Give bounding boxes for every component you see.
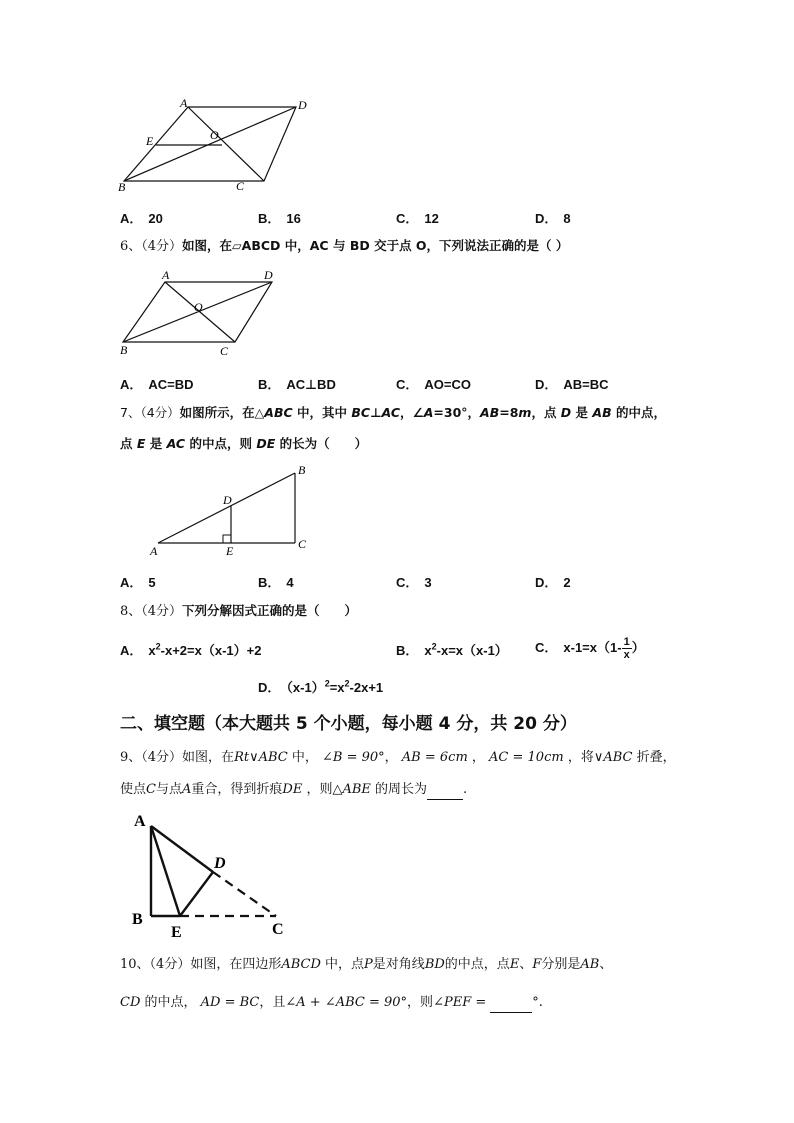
math-expr: ∠PEF = bbox=[433, 995, 487, 1010]
label-o: O bbox=[194, 300, 203, 314]
option-text: 3 bbox=[424, 575, 432, 590]
q8-option-c[interactable] bbox=[535, 630, 645, 666]
question-number: 10、（4分） bbox=[120, 957, 191, 972]
text: 重合，得到折痕 bbox=[191, 782, 283, 797]
q8-option-d[interactable] bbox=[258, 677, 383, 696]
text: 、 bbox=[599, 957, 613, 972]
segment-ad bbox=[151, 826, 213, 872]
label-a: A bbox=[162, 268, 170, 282]
label-a: A bbox=[150, 544, 158, 558]
label-o: O bbox=[210, 128, 219, 142]
label-e: E bbox=[171, 924, 182, 940]
q7-option-c[interactable] bbox=[396, 572, 432, 591]
math-var: F bbox=[532, 957, 542, 972]
q7-option-a[interactable] bbox=[120, 572, 156, 591]
option-text: ） bbox=[631, 640, 645, 655]
dashed-dc bbox=[213, 872, 276, 916]
math-expr: AC = 10cm bbox=[489, 750, 564, 765]
q8-option-a[interactable] bbox=[120, 640, 261, 659]
label-d: D bbox=[223, 493, 232, 507]
math-var: E bbox=[136, 436, 146, 451]
label-d: D bbox=[264, 268, 273, 282]
option-text: =x bbox=[329, 680, 345, 695]
math-expr: AD = BC bbox=[200, 995, 260, 1010]
math-var: ABC bbox=[264, 405, 293, 420]
text: ， bbox=[467, 750, 490, 765]
right-angle-mark bbox=[223, 535, 231, 543]
option-label: A． bbox=[120, 575, 143, 590]
math-expr: ∨ABC bbox=[593, 750, 633, 765]
question-text: 下列分解因式正确的是（ ） bbox=[182, 603, 358, 618]
option-text: 8 bbox=[563, 211, 571, 226]
text: 的中点，则 bbox=[185, 436, 257, 451]
fraction-denominator: x bbox=[623, 649, 630, 662]
text: ，则 bbox=[302, 782, 333, 797]
label-e: E bbox=[146, 134, 154, 148]
text: ⊥ bbox=[370, 405, 382, 420]
text: 如图，在四边形 bbox=[190, 957, 282, 972]
diagonal-ac bbox=[188, 107, 264, 181]
text: 中， bbox=[287, 750, 322, 765]
label-b: B bbox=[120, 343, 128, 357]
text: ， bbox=[384, 750, 402, 765]
option-label: C． bbox=[535, 640, 558, 655]
text: ，且 bbox=[259, 995, 286, 1010]
q7-option-b[interactable] bbox=[258, 572, 294, 591]
superscript: 2 bbox=[344, 678, 350, 689]
option-text: 4 bbox=[286, 575, 294, 590]
text: ，则 bbox=[407, 995, 434, 1010]
option-text: AC⊥BD bbox=[286, 377, 336, 392]
q5-option-b[interactable] bbox=[258, 208, 301, 227]
q5-parallelogram-figure bbox=[110, 95, 320, 195]
text: =8 bbox=[499, 405, 519, 420]
label-c: C bbox=[298, 537, 307, 551]
question-number: 9、（4分） bbox=[120, 750, 183, 765]
math-var: ABCD bbox=[281, 957, 321, 972]
q9-stem-line2 bbox=[120, 779, 467, 800]
math-expr: AB = 6cm bbox=[401, 750, 468, 765]
text: 使点 bbox=[120, 782, 147, 797]
q9-stem-line1 bbox=[120, 748, 676, 768]
option-label: B． bbox=[258, 575, 281, 590]
text: 如图，在 bbox=[182, 750, 235, 765]
text: 点 bbox=[120, 436, 137, 451]
text: =30°， bbox=[433, 405, 481, 420]
option-text: （x-1） bbox=[286, 680, 325, 695]
text: 是对角线 bbox=[372, 957, 425, 972]
superscript: 2 bbox=[155, 641, 161, 652]
label-b: B bbox=[118, 180, 126, 194]
option-text: x bbox=[148, 643, 156, 658]
text: 的周长为 bbox=[370, 782, 428, 797]
option-label: A． bbox=[120, 643, 143, 658]
q7-stem-line1 bbox=[120, 403, 666, 423]
text: 中，其中 bbox=[292, 405, 352, 420]
math-expr: ∠A + ∠ABC = 90° bbox=[285, 995, 408, 1010]
math-var: P bbox=[364, 957, 373, 972]
text: 分别是 bbox=[541, 957, 581, 972]
option-text: AB=BC bbox=[563, 377, 609, 392]
question-text: 如图，在▱ABCD 中，AC 与 BD 交于点 O，下列说法正确的是（ ） bbox=[182, 238, 569, 253]
q8-stem bbox=[120, 601, 357, 622]
q10-stem-line1 bbox=[120, 955, 612, 975]
math-expr: Rt∨ABC bbox=[234, 750, 288, 765]
q5-option-c[interactable] bbox=[396, 208, 439, 227]
fold-de bbox=[180, 872, 213, 916]
math-var: BC bbox=[351, 405, 371, 420]
answer-blank[interactable] bbox=[427, 779, 463, 800]
fraction-numerator: 1 bbox=[623, 636, 630, 649]
option-text: 5 bbox=[148, 575, 156, 590]
q8-option-b[interactable] bbox=[396, 640, 508, 659]
q6-option-b[interactable] bbox=[258, 374, 336, 393]
q7-option-d[interactable] bbox=[535, 572, 571, 591]
option-text: -2x+1 bbox=[349, 680, 384, 695]
text: . bbox=[463, 782, 468, 797]
option-label: D． bbox=[535, 377, 558, 392]
option-label: C． bbox=[396, 211, 419, 226]
option-text: 16 bbox=[286, 211, 301, 226]
question-number: 6、（4分） bbox=[120, 239, 183, 254]
section-heading-fill-in: 二、填空题（本大题共 5 个小题，每小题 4 分，共 20 分） bbox=[120, 714, 577, 734]
option-label: B． bbox=[258, 211, 281, 226]
label-a: A bbox=[180, 96, 188, 110]
option-label: D． bbox=[258, 680, 281, 695]
option-label: A． bbox=[120, 377, 143, 392]
text: °. bbox=[532, 995, 543, 1010]
label-a: A bbox=[134, 813, 146, 830]
math-expr: △ABE bbox=[332, 782, 371, 797]
math-var: AB bbox=[480, 405, 500, 420]
text: 的中点，点 bbox=[444, 957, 510, 972]
math-var: A bbox=[181, 782, 192, 797]
option-text: 20 bbox=[148, 211, 163, 226]
text: 是 bbox=[145, 436, 167, 451]
math-var: AC bbox=[166, 436, 186, 451]
q6-option-c[interactable] bbox=[396, 374, 471, 393]
q7-triangle-figure bbox=[140, 462, 320, 560]
text: 、 bbox=[519, 957, 533, 972]
math-var: CD bbox=[120, 995, 141, 1010]
text: 如图所示，在△ bbox=[179, 405, 265, 420]
option-text: 2 bbox=[563, 575, 571, 590]
label-b: B bbox=[298, 463, 306, 477]
option-text: AC=BD bbox=[148, 377, 194, 392]
label-c: C bbox=[220, 344, 229, 358]
option-text: x-1=x（1- bbox=[563, 640, 622, 655]
option-label: D． bbox=[535, 211, 558, 226]
math-var: DE bbox=[282, 782, 303, 797]
q6-option-a[interactable] bbox=[120, 374, 194, 393]
math-var: C bbox=[146, 782, 156, 797]
side-ab bbox=[158, 473, 295, 543]
text: 与点 bbox=[155, 782, 182, 797]
math-var: m bbox=[518, 405, 532, 420]
label-e: E bbox=[226, 544, 234, 558]
text: ，点 bbox=[531, 405, 561, 420]
text: ，∠ bbox=[400, 405, 424, 420]
q9-folding-triangle-figure bbox=[128, 808, 293, 940]
math-var: AB bbox=[580, 957, 600, 972]
text: 的中点， bbox=[140, 995, 201, 1010]
math-var: DE bbox=[256, 436, 276, 451]
q6-parallelogram-figure bbox=[110, 265, 300, 360]
math-var: A bbox=[423, 405, 434, 420]
superscript: 2 bbox=[431, 641, 437, 652]
text: 的中点， bbox=[611, 405, 666, 420]
text: 的长为（ ） bbox=[275, 436, 368, 451]
label-d: D bbox=[214, 855, 226, 872]
option-label: C． bbox=[396, 377, 419, 392]
option-text: -x+2=x（x-1）+2 bbox=[160, 643, 262, 658]
text: ，将 bbox=[563, 750, 594, 765]
math-var: D bbox=[560, 405, 572, 420]
q5-option-d[interactable] bbox=[535, 208, 571, 227]
math-expr: ∠B = 90° bbox=[322, 750, 385, 765]
text: 是 bbox=[571, 405, 593, 420]
label-d: D bbox=[298, 98, 307, 112]
text: 中，点 bbox=[320, 957, 365, 972]
option-text: -x=x（x-1） bbox=[436, 643, 508, 658]
option-label: B． bbox=[258, 377, 281, 392]
superscript: 2 bbox=[324, 678, 330, 689]
option-text: 12 bbox=[424, 211, 439, 226]
math-var: E bbox=[509, 957, 520, 972]
question-number: 7、（4分） bbox=[120, 405, 180, 420]
q7-stem-line2 bbox=[120, 434, 367, 454]
option-label: A． bbox=[120, 211, 143, 226]
math-var: AC bbox=[381, 405, 400, 420]
option-text: AO=CO bbox=[424, 377, 471, 392]
q5-option-a[interactable] bbox=[120, 208, 163, 227]
math-var: BD bbox=[424, 957, 445, 972]
text: 折叠， bbox=[632, 750, 676, 765]
answer-blank[interactable] bbox=[490, 992, 532, 1013]
segment-ae bbox=[151, 826, 180, 916]
option-label: D． bbox=[535, 575, 558, 590]
q10-stem-line2 bbox=[120, 992, 543, 1013]
fraction bbox=[622, 636, 632, 661]
q6-option-d[interactable] bbox=[535, 374, 609, 393]
option-text: x bbox=[424, 643, 432, 658]
label-c: C bbox=[236, 179, 245, 193]
option-label: C． bbox=[396, 575, 419, 590]
label-b: B bbox=[132, 911, 143, 928]
label-c: C bbox=[272, 921, 284, 938]
question-number: 8、（4分） bbox=[120, 604, 183, 619]
option-label: B． bbox=[396, 643, 419, 658]
math-var: AB bbox=[592, 405, 612, 420]
q6-stem bbox=[120, 236, 568, 257]
